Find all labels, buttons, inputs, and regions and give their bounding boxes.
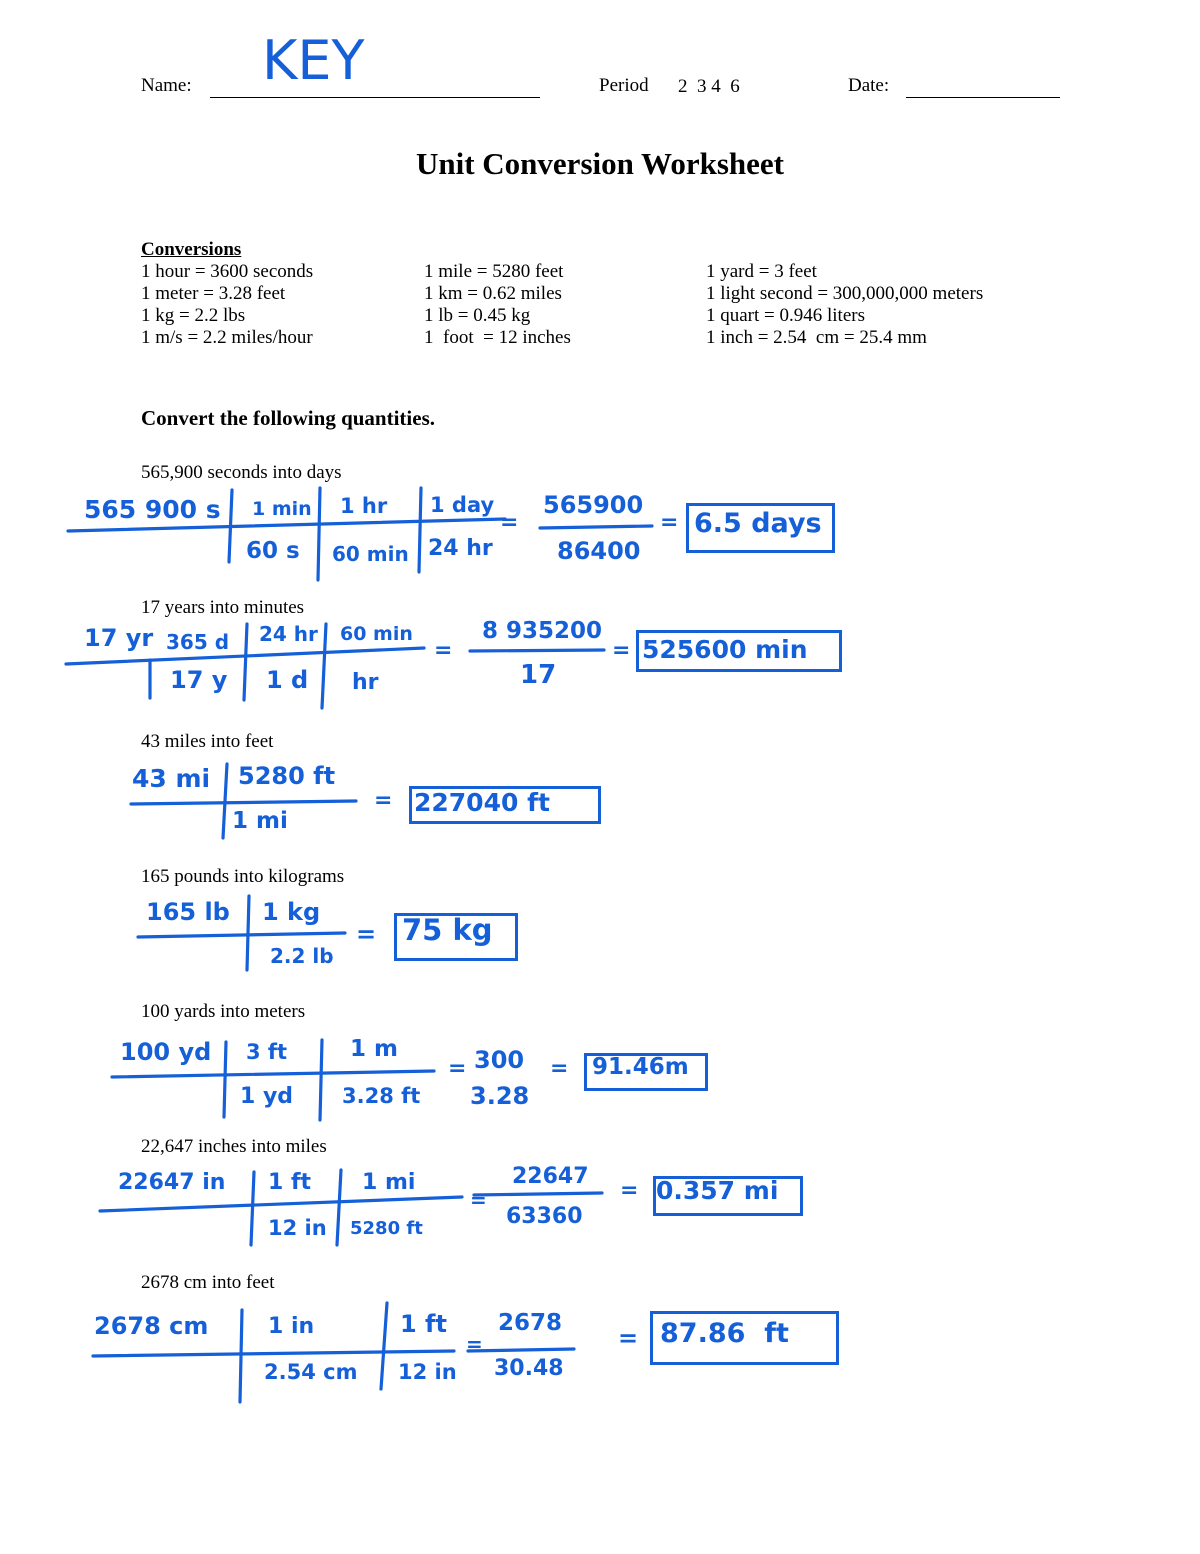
work-term: 1 ft <box>400 1310 447 1338</box>
conversion-item: 1 km = 0.62 miles <box>424 283 562 304</box>
equals-sign: = <box>374 788 393 813</box>
answer: 525600 min <box>642 635 808 664</box>
work-term: 1 yd <box>240 1084 294 1109</box>
instruction: Convert the following quantities. <box>141 406 435 430</box>
work-term: 1 hr <box>340 494 388 518</box>
answer: 0.357 mi <box>656 1176 779 1205</box>
equals-sign: = <box>356 920 377 948</box>
equals-sign: = <box>612 638 631 663</box>
answer: 87.86 ft <box>660 1318 789 1349</box>
work-term: 1 min <box>252 498 312 520</box>
work-term: 2.54 cm <box>264 1360 358 1384</box>
conversion-item: 1 m/s = 2.2 miles/hour <box>141 327 313 348</box>
work-numerator: 565900 <box>543 491 644 519</box>
work-term: 1 ft <box>268 1170 312 1195</box>
problem-question: 165 pounds into kilograms <box>141 866 345 887</box>
equals-sign: = <box>466 1332 483 1356</box>
work-term: 12 in <box>398 1360 457 1384</box>
name-value: KEY <box>262 29 365 92</box>
equals-sign: = <box>448 1056 467 1081</box>
work-numerator: 22647 <box>512 1164 589 1189</box>
work-term: hr <box>352 670 379 695</box>
work-term: 17 yr <box>84 624 154 652</box>
equals-sign: = <box>470 1188 487 1212</box>
problem-question: 100 yards into meters <box>141 1001 306 1022</box>
work-term: 24 hr <box>428 536 493 561</box>
work-term: 2678 cm <box>94 1312 209 1340</box>
work-term: 365 d <box>166 630 230 654</box>
work-term: 12 in <box>268 1216 327 1240</box>
work-term: 1 day <box>430 493 495 517</box>
conversions-heading: Conversions <box>141 239 242 260</box>
work-denominator: 86400 <box>557 537 641 565</box>
conversion-item: 1 meter = 3.28 feet <box>141 283 286 304</box>
answer: 227040 ft <box>414 788 550 817</box>
work-term: 1 in <box>268 1314 315 1339</box>
conversion-item: 1 foot = 12 inches <box>424 327 571 348</box>
conversion-item: 1 kg = 2.2 lbs <box>141 305 246 326</box>
work-term: 22647 in <box>118 1170 226 1195</box>
work-numerator: 300 <box>474 1046 525 1074</box>
answer: 6.5 days <box>694 508 822 539</box>
work-term: 165 lb <box>146 898 230 926</box>
conversion-item: 1 quart = 0.946 liters <box>706 305 865 326</box>
conversion-item: 1 inch = 2.54 cm = 25.4 mm <box>706 327 927 348</box>
work-numerator: 8 935200 <box>482 618 603 644</box>
conversion-item: 1 lb = 0.45 kg <box>424 305 531 326</box>
work-term: 1 d <box>266 666 309 694</box>
page-title: Unit Conversion Worksheet <box>415 146 784 181</box>
work-term: 2.2 lb <box>270 944 334 968</box>
conversion-item: 1 yard = 3 feet <box>706 261 817 282</box>
problem-question: 2678 cm into feet <box>141 1272 275 1293</box>
work-term: 3 ft <box>246 1040 288 1064</box>
work-denominator: 17 <box>520 660 557 690</box>
work-term: 24 hr <box>259 622 318 646</box>
answer: 75 kg <box>402 913 493 947</box>
date-label: Date: <box>848 75 890 96</box>
conversion-item: 1 hour = 3600 seconds <box>141 261 314 282</box>
work-term: 1 mi <box>362 1170 416 1195</box>
work-denominator: 63360 <box>506 1204 583 1229</box>
problem-question: 22,647 inches into miles <box>141 1136 327 1157</box>
work-term: 43 mi <box>132 764 211 793</box>
work-denominator: 30.48 <box>494 1356 564 1381</box>
equals-sign: = <box>618 1324 639 1352</box>
work-term: 1 mi <box>232 808 288 834</box>
work-numerator: 2678 <box>498 1310 563 1336</box>
equals-sign: = <box>620 1178 639 1203</box>
name-label: Name: <box>141 75 192 96</box>
conversion-item: 1 mile = 5280 feet <box>424 261 564 282</box>
conversion-item: 1 light second = 300,000,000 meters <box>706 283 984 304</box>
problem-question: 17 years into minutes <box>141 597 305 618</box>
equals-sign: = <box>434 638 453 663</box>
work-term: 60 min <box>340 623 413 645</box>
problem-question: 565,900 seconds into days <box>141 462 342 483</box>
work-term: 1 m <box>350 1036 398 1062</box>
work-term: 100 yd <box>120 1038 212 1066</box>
work-term: 1 kg <box>262 898 321 926</box>
work-term: 5280 ft <box>350 1218 423 1239</box>
period-label: Period <box>599 75 649 96</box>
work-term: 565 900 s <box>84 495 221 524</box>
answer: 91.46m <box>592 1054 689 1080</box>
work-denominator: 3.28 <box>470 1082 530 1110</box>
problem-question: 43 miles into feet <box>141 731 274 752</box>
equals-sign: = <box>550 1056 569 1081</box>
work-term: 60 min <box>332 542 409 566</box>
work-term: 60 s <box>246 538 300 564</box>
equals-sign: = <box>500 510 519 535</box>
work-term: 17 y <box>170 666 228 694</box>
work-term: 5280 ft <box>238 762 336 790</box>
work-term: 3.28 ft <box>342 1084 421 1108</box>
equals-sign: = <box>660 510 679 535</box>
period-options: 2 3 4 6 <box>678 76 740 97</box>
